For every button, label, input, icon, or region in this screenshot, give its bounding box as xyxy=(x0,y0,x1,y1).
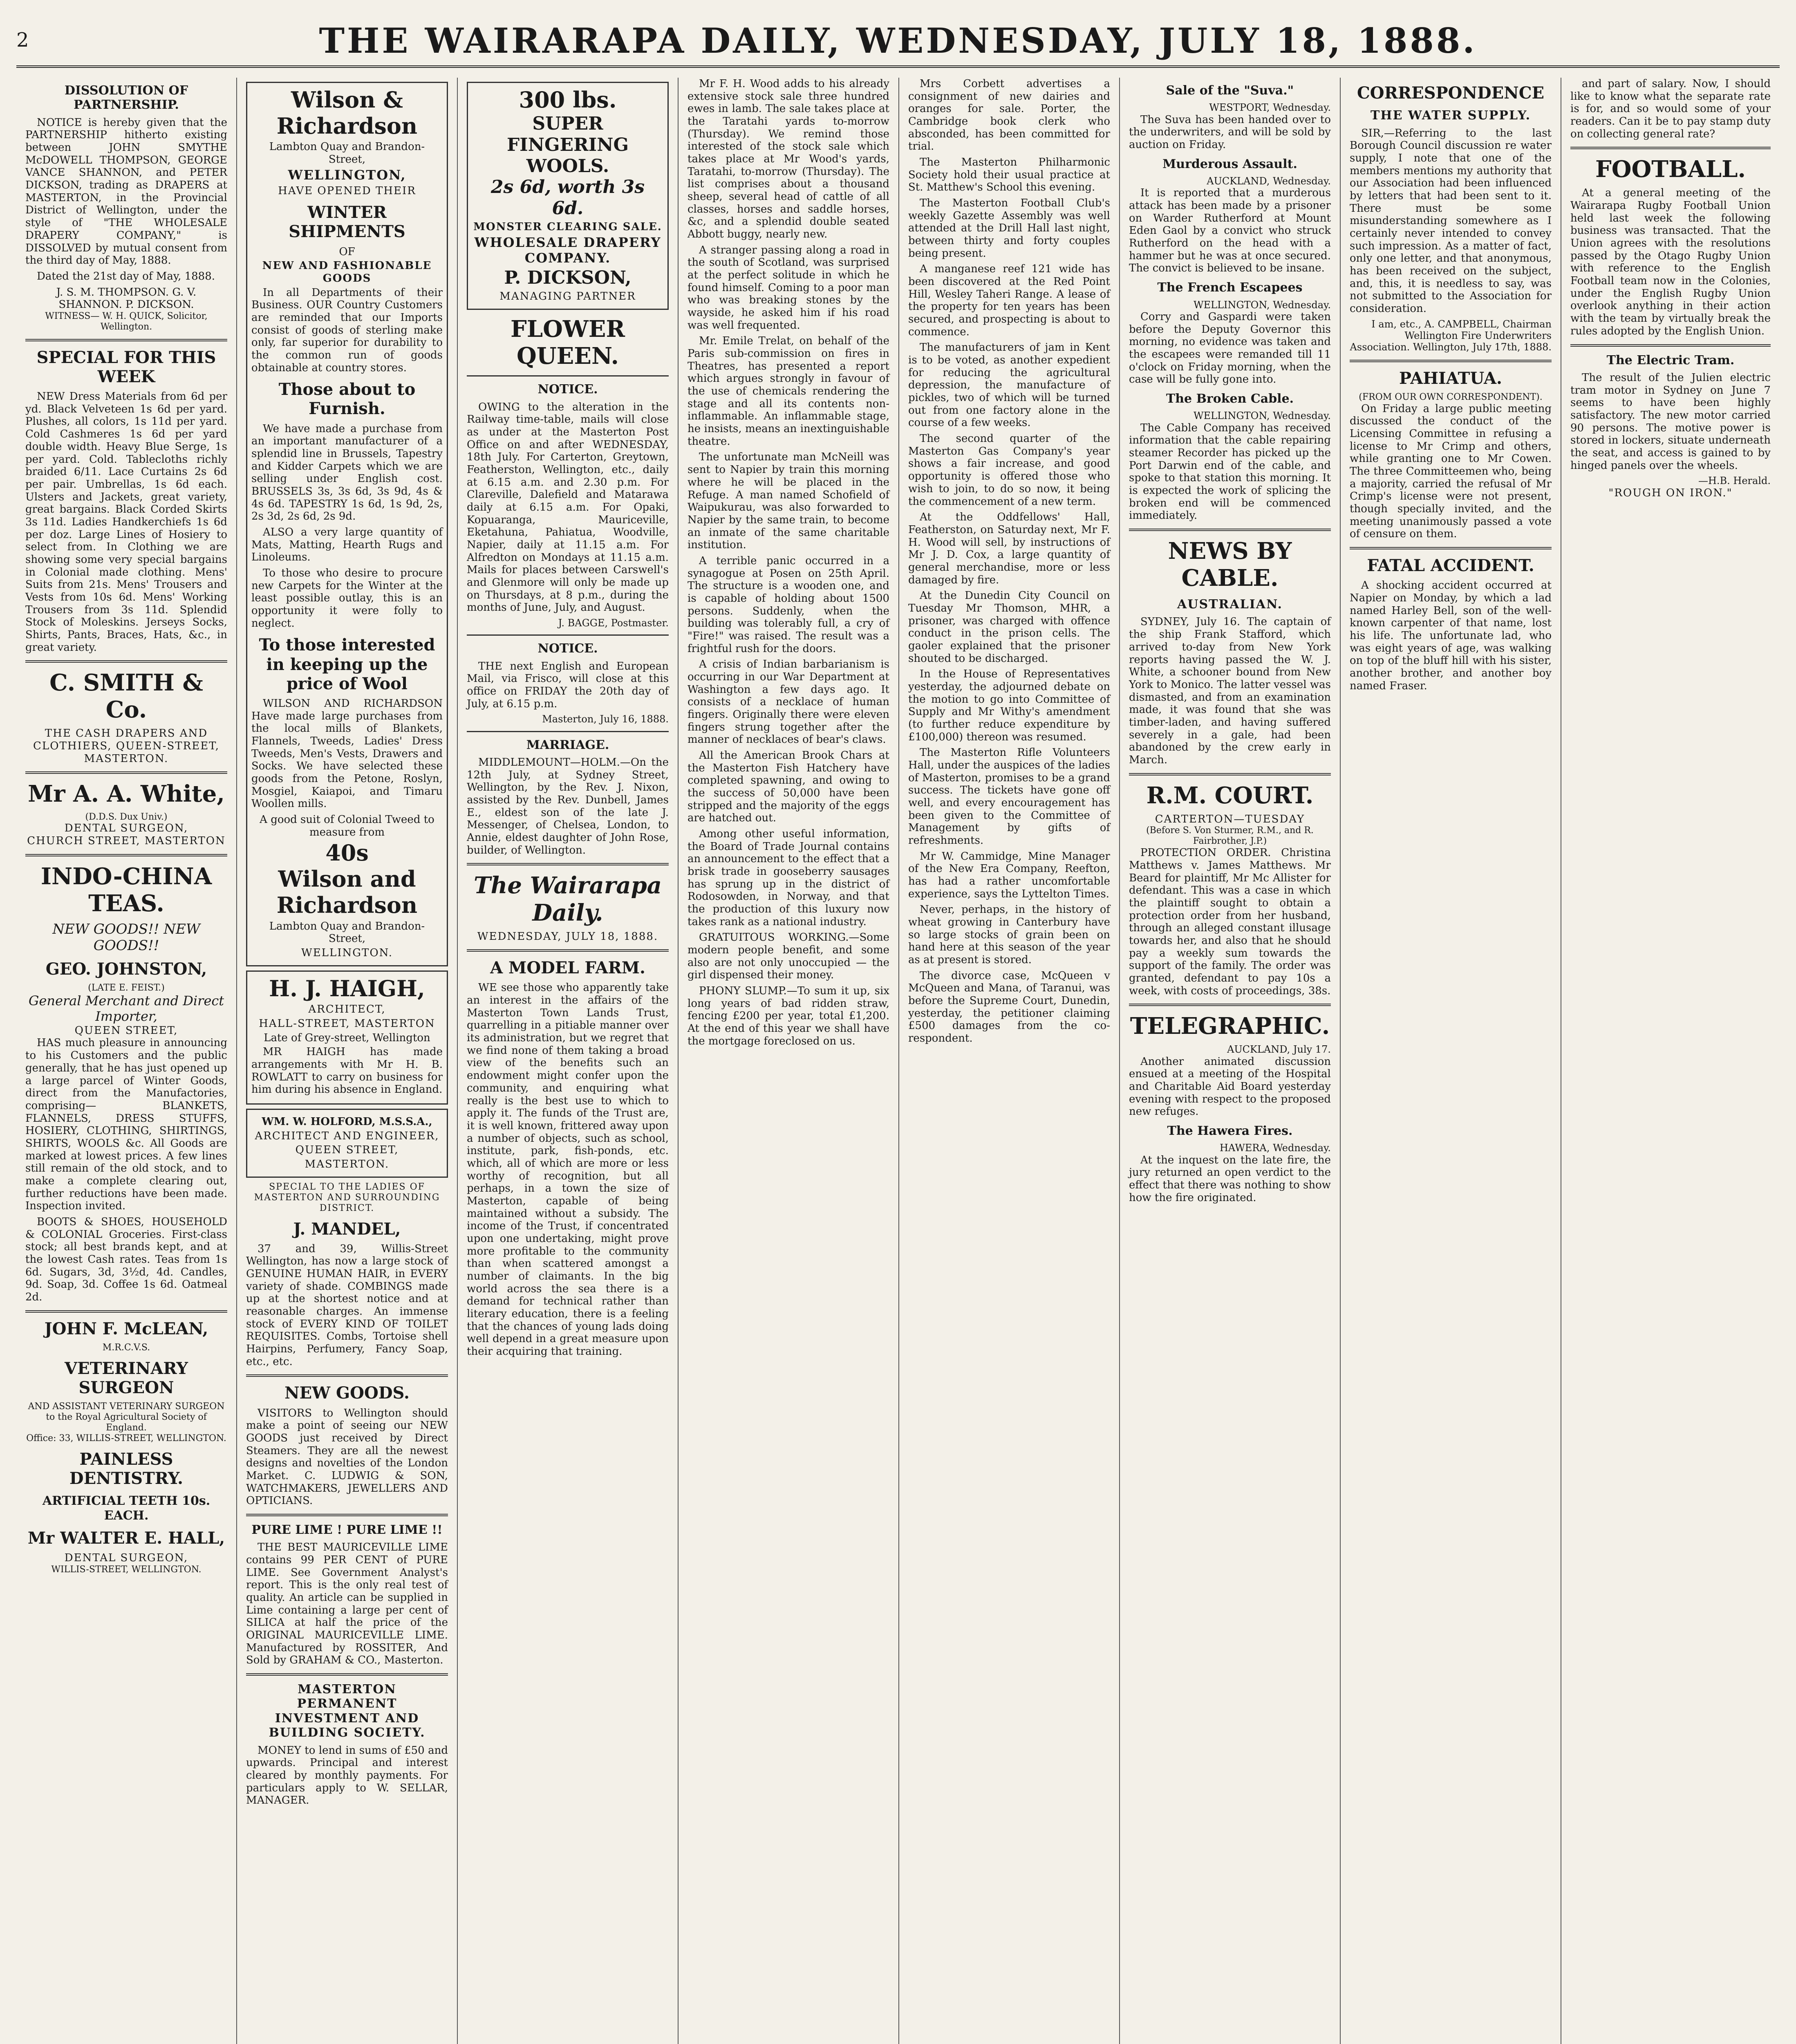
divider xyxy=(1570,344,1771,347)
divider xyxy=(467,375,669,377)
news-body-11: Mr W. Cammidge, Mine Manager of the New Era Company, Reefton, has had a rather uncomfortable experience, says the Lyttelton Times. xyxy=(908,850,1110,900)
article-body-2: A stranger passing along a road in the south of Scotland, was surprised at the perfect solitude in which he found himself. Coming to a poor man who was breaking stones by the wayside, he asked him if his road was well frequented. xyxy=(687,244,889,332)
dissolution-body: NOTICE is hereby given that the PARTNERSHIP hitherto existing between JOHN SMYTHE McDOWELL THOMPSON, GEORGE VANCE SHANNON, and PETER DICKSON, trading as DRAPERS at MASTERTON, in the Provincial District of Wellington, under the style of "THE WHOLESALE DRAPERY COMPANY," is DISSOLVED by mutual consent from the third day of May, 1888. xyxy=(25,116,227,267)
wool-heading: To those interested in keeping up the price of Wool xyxy=(259,635,435,693)
white-line-1: DENTAL SURGEON, xyxy=(64,822,188,835)
haigh-name: H. J. HAIGH, xyxy=(269,975,425,1002)
johnston-line-1: General Merchant and Direct Importer, xyxy=(28,993,224,1024)
divider xyxy=(25,1310,227,1313)
divider xyxy=(1129,1004,1331,1006)
divider xyxy=(25,854,227,856)
johnston-sub: (LATE E. FEIST.) xyxy=(88,983,165,993)
model-farm-heading: A MODEL FARM. xyxy=(490,958,645,978)
haigh-ad xyxy=(246,970,448,1105)
divider xyxy=(467,949,669,952)
mclean-name: JOHN F. McLEAN, xyxy=(44,1319,208,1338)
model-farm-body: WE see those who apparently take an interest in the affairs of the Masterton Town Lands Trust, quarrelling in a pitiable manner over its administration, but we regret that we find none of them taking a broad view of the benefits such an endowment might confer upon the community, and enquiring what really is the best use to which to apply it. The funds of the Trust are, it is well known, frittered away upon a number of objects, such as school, institute, park, fish-ponds, etc. which, all of which are more or less worthy of recognition, but all perhaps, in a town the size of Masterton, capable of being maintained without a subsidy. The income of the Trust, if concentrated upon one undertaking, might prove more profitable to the community than when scattered amongst a number of claimants. In the big world across the sea there is a demand for technical rather than literary education, there is a feeling that the chances of young lads doing well depend in a great measure upon their acquiring that training. xyxy=(467,982,669,1358)
article-body-9: GRATUITOUS WORKING.—Some modern people benefit, and some also are not only unoccupied — the girl dispensed their money. xyxy=(687,931,889,982)
matting-body: ALSO a very large quantity of Mats, Matting, Hearth Rugs and Linoleums. xyxy=(251,526,443,564)
column-5 xyxy=(899,78,1120,2044)
divider xyxy=(467,731,669,732)
news-by-cable-heading: NEWS BY CABLE. xyxy=(1168,537,1292,592)
water-signature: I am, etc., A. CAMPBELL, Chairman Wellington Fire Underwriters Association. Wellington, July 17th, 1888. xyxy=(1350,318,1552,353)
news-body-9: In the House of Representatives yesterday, the adjourned debate on the motion to go into Committee of Supply and Mr Withy's amendment (to further reduce expenditure by £100,000) thereon was resumed. xyxy=(908,668,1110,743)
wr-address-2: Lambton Quay and Brandon-Street, xyxy=(269,920,425,945)
johnston-line-2: QUEEN STREET, xyxy=(74,1024,178,1037)
mclean-sub: M.R.C.V.S. xyxy=(102,1342,150,1353)
cable-body: The Cable Company has received information that the cable repairing steamer Recorder has picked up the Port Darwin end of the cable, and spoke to that station this morning. It is expected the work of splicing the broken end will be commenced immediately. xyxy=(1129,421,1331,522)
notice-heading: NOTICE. xyxy=(537,382,598,397)
flower-queen: FLOWER QUEEN. xyxy=(510,316,625,370)
rm-court-body: PROTECTION ORDER. Christina Matthews v. James Matthews. Mr Beard for plaintiff, Mr Mc Allister for defendant. This was a case in which the plaintiff sought to obtain a protection order from her husband, through an alleged constant illusage towards her, and also that he should pay a weekly sum towards the support of the family. The order was granted, defendant to pay 10s a week, with costs of proceedings, 38s. xyxy=(1129,847,1331,997)
winter-goods: NEW AND FASHIONABLE GOODS xyxy=(262,260,432,285)
winter-heading: WINTER SHIPMENTS xyxy=(289,203,405,242)
sale-location: WESTPORT, Wednesday. xyxy=(1209,102,1331,114)
rm-court-heading: R.M. COURT. xyxy=(1146,782,1314,809)
notice-2-signature: Masterton, July 16, 1888. xyxy=(542,713,669,725)
notice-signature: J. BAGGE, Postmaster. xyxy=(558,617,669,629)
wilson-richardson-ad xyxy=(246,82,448,966)
marriage-heading: MARRIAGE. xyxy=(526,737,609,752)
lime-body: THE BEST MAURICEVILLE LIME contains 99 PER CENT of PURE LIME. See Government Analyst's report. This is the only real test of quality. An article can be supplied in Lime containing a large per cent of SILICA at half the price of the ORIGINAL MAURICEVILLE LIME. Manufactured by ROSSITER, And Sold by GRAHAM & CO., Masterton. xyxy=(246,1541,448,1667)
football-heading: FOOTBALL. xyxy=(1595,156,1746,183)
clearing: MONSTER CLEARING SALE. xyxy=(473,221,662,233)
telegraphic-heading: TELEGRAPHIC. xyxy=(1130,1013,1330,1040)
haigh-line-1: ARCHITECT, xyxy=(308,1003,386,1016)
winter-sub: OF xyxy=(339,245,355,258)
mandel-name: J. MANDEL, xyxy=(293,1219,401,1239)
news-body-4: A manganese reef 121 wide has been discovered at the Red Point Hill, Wesley Taheri Range. A lease of the property for ten years has been secured, and prospecting is about to commence. xyxy=(908,263,1110,338)
hall-name: Mr WALTER E. HALL, xyxy=(27,1529,225,1548)
dickson: P. DICKSON, xyxy=(504,267,632,289)
page-number: 2 xyxy=(16,29,29,52)
column-8 xyxy=(1561,78,1780,2044)
dissolution-dated: Dated the 21st day of May, 1888. xyxy=(37,270,215,282)
tea-goods: NEW GOODS!! NEW GOODS!! xyxy=(52,921,200,954)
divider xyxy=(1350,547,1552,549)
water-heading: THE WATER SUPPLY. xyxy=(1370,108,1531,123)
column-7 xyxy=(1341,78,1561,2044)
divider xyxy=(25,660,227,663)
fatal-body: A shocking accident occurred at Napier on Monday, by which a lad named Harley Bell, son of the well-known carpenter of that name, lost his life. The unfortunate lad, who was eight years of age, was walking on top of the bluff hill with his sister, another brother, and another boy named Fraser. xyxy=(1350,579,1552,692)
pahiatua-body: On Friday a large public meeting discussed the conduct of the Licensing Committee in refusing a license to Mr Crimp and others, while granting one to Mr Cowen. The three Committeemen who, being a majority, carried the refusal of Mr Crimp's license were not present, though specially invited, and the meeting unanimously passed a vote of censure on them. xyxy=(1350,402,1552,540)
fingering: SUPER FINGERING WOOLS. xyxy=(506,113,629,177)
water-body: SIR,—Referring to the last Borough Council discussion re water supply, I note that one of the members mentions my authority that our Association had been influenced by letters that had been sent to it. There must be some misunderstanding somewhere as I certainly never intended to convey such impression. As a matter of fact, only one letter, and that anonymous, has been received on the subject, and, this, it is needless to say, was not submitted to the Association for consideration. xyxy=(1350,127,1552,315)
dissolution-heading: DISSOLUTION OF PARTNERSHIP. xyxy=(64,83,188,112)
smith-line-2: CLOTHIERS, QUEEN-STREET, xyxy=(33,740,219,753)
article-body-3: Mr. Emile Trelat, on behalf of the Paris sub-commission on fires in Theatres, has presented a report which argues strongly in favour of the use of chemicals rendering the stage and all its contents non-inflammable. An inflammable stage, he insists, means an inextinguishable theatre. xyxy=(687,335,889,448)
divider xyxy=(467,863,669,865)
article-body-5: A terrible panic occurred in a synagogue at Posen on 25th April. The structure is a wooden one, and is capable of holding about 1500 persons. Suddenly, when the building was tolerably full, a cry of "Fire!" was raised. The result was a frightful rush for the doors. xyxy=(687,554,889,655)
news-body-13: The divorce case, McQueen v McQueen and Mana, of Taranui, was before the Supreme Court, Dunedin, yesterday, the petitioner claiming £500 damages from the co-respondent. xyxy=(908,969,1110,1045)
news-body-12: Never, perhaps, in the history of wheat growing in Canterbury have so large stocks of grain been on hand here at this season of the year as at present is stored. xyxy=(908,903,1110,966)
wool-body: WILSON AND RICHARDSON Have made large purchases from the local mills of Blankets, Flannels, Tweeds, Ladies' Dress Tweeds, Men's Vests, Drawers and Socks. We have selected these goods from the Petone, Roslyn, Mosgiel, Kaiapoi, and Timaru Woollen mills. xyxy=(251,697,443,810)
article-body-7: All the American Brook Chars at the Masterton Fish Hatchery have completed spawning, and owing to the success of 50,000 have been stripped and the majority of the eggs are hatched out. xyxy=(687,749,889,825)
telegraphic-location: AUCKLAND, July 17. xyxy=(1227,1044,1331,1056)
special-body: NEW Dress Materials from 6d per yd. Black Velveteen 1s 6d per yard. Plushes, all colors, 1s 11d per yard. Cold Cashmeres 1s 6d per yard double width. Heavy Blue Serge, 1s per yard. Cold. Tablecloths richly braided 6/11. Lace Curtains 2s 6d per pair. Umbrellas, 1s 6d each. Ulsters and Jackets, great variety, great bargains. Black Corded Skirts 3s 11d. Ladies Handkerchiefs 1s 6d per doz. Large Lines of Hosiery to select from. In Clothing we are showing some very special bargains in Colonial made clothing. Mens' Suits from 21s. Mens' Trousers and Vests from 10s 6d. Mens' Working Trousers from 3s 11d. Splendid Stock of Moleskins. Jerseys Socks, Shirts, Pants, Braces, Hats, &c., in great variety. xyxy=(25,390,227,654)
news-body-3: The Masterton Football Club's weekly Gazette Assembly was well attended at the Drill Hall last night, between thirty and forty couples being present. xyxy=(908,197,1110,260)
fires-location: HAWERA, Wednesday. xyxy=(1219,1142,1331,1154)
column-2 xyxy=(237,78,458,2044)
mclean-line-2: AND ASSISTANT VETERINARY SURGEON to the Royal Agricultural Society of England. xyxy=(28,1401,225,1433)
columns xyxy=(16,78,1780,2044)
signatories: J. S. M. THOMPSON. G. V. SHANNON. P. DICKSON. xyxy=(56,286,197,311)
wr-address: Lambton Quay and Brandon-Street, xyxy=(269,141,425,166)
haigh-line-2: HALL-STREET, MASTERTON xyxy=(259,1017,435,1030)
holford-line-2: QUEEN STREET, xyxy=(295,1144,399,1156)
football-body: At a general meeting of the Wairarapa Rugby Football Union held last week the following business was transacted. That the Union agrees with the resolutions passed by the Otago Rugby Union with reference to the English Football team now in the Colonies, under the English Rugby Union overlook anything in their action with the team by virtually break the rules adopted by the English Union. xyxy=(1570,187,1771,337)
tea-heading: INDO-CHINA TEAS. xyxy=(40,863,212,917)
rm-court-before: (Before S. Von Sturmer, R.M., and R. Fairbrother, J.P.) xyxy=(1146,825,1314,847)
mandel-body: 37 and 39, Willis-Street Wellington, has now a large stock of GENUINE HUMAN HAIR, in EVERY variety of shade. COMBINGS made up at the shortest notice and at reasonable charges. An immense stock of EVERY KIND OF TOILET REQUISITES. Combs, Tortoise shell Hairpins, Perfumery, Fancy Soap, etc., etc. xyxy=(246,1242,448,1368)
cable-location: WELLINGTON, Wednesday. xyxy=(1193,410,1331,422)
goods-body: VISITORS to Wellington should make a point of seeing our NEW GOODS just received by Direct Steamers. They are all the newest designs and novelties of the London Market. C. LUDWIG & SON, WATCHMAKERS, JEWELLERS AND OPTICIANS. xyxy=(246,1407,448,1507)
french-body: Corry and Gaspardi were taken before the Deputy Governor this morning, no evidence was taken and the escapees were remanded till 11 o'clock on Friday morning, when the case will be fully gone into. xyxy=(1129,310,1331,386)
special-heading: SPECIAL FOR THIS WEEK xyxy=(36,347,216,386)
article-body-10: PHONY SLUMP.—To sum it up, six long years of bad ridden straw, fencing £200 per year, total £1,200. At the end of this year we shall have the mortgage foreclosed on us. xyxy=(687,985,889,1047)
carpets-body: To those who desire to procure new Carpets for the Winter at the least possible outlay, this is an opportunity it were folly to neglect. xyxy=(251,567,443,630)
newspaper-title: THE WAIRARAPA DAILY, WEDNESDAY, JULY 18, 1888. xyxy=(319,20,1477,61)
haigh-body: MR HAIGH has made arrangements with Mr H. B. ROWLATT to carry on business for him during his absence in England. xyxy=(251,1046,443,1096)
hall-address: WILLIS-STREET, WELLINGTON. xyxy=(51,1564,202,1575)
article-body-8: Among other useful information, the Board of Trade Journal contains an announcement to the effect that a brisk trade in gooseberry sausages has sprung up in the district of Rodosowden, in Norway, and that the production of this luxury now takes rank as a national industry. xyxy=(687,827,889,928)
divider xyxy=(246,1673,448,1676)
special-ladies: SPECIAL TO THE LADIES OF MASTERTON AND SURROUNDING DISTRICT. xyxy=(254,1181,440,1213)
news-body-5: The manufacturers of jam in Kent is to be voted, as another expedient for reducing the agricultural depression, the manufacture of pickles, two of which will be turned out from one factory alone in the course of a few weeks. xyxy=(908,341,1110,429)
paper-date: WEDNESDAY, JULY 18, 1888. xyxy=(477,930,658,943)
witness: WITNESS— W. H. QUICK, Solicitor, Wellington. xyxy=(45,311,208,332)
column-4 xyxy=(679,78,899,2044)
divider xyxy=(246,1514,448,1516)
french-location: WELLINGTON, Wednesday. xyxy=(1193,299,1331,311)
french-heading: The French Escapees xyxy=(1157,280,1303,295)
divider xyxy=(25,771,227,774)
fingering-ad xyxy=(467,82,669,310)
wr-city-2: WELLINGTON. xyxy=(301,946,393,959)
price: 2s 6d, worth 3s 6d. xyxy=(490,177,645,219)
article-body-4: The unfortunate man McNeill was sent to Napier by train this morning where he will be placed in the Refuge. A man named Schofield of Waipukurau, was also forwarded to Napier by the same train, to become an inmate of the same charitable institution. xyxy=(687,451,889,551)
painless-heading: PAINLESS DENTISTRY. xyxy=(69,1449,184,1488)
winter-body: In all Departments of their Business. OUR Country Customers are reminded that our Imports consist of goods of sterling make only, far superior for durability to the common run of goods obtainable at country stores. xyxy=(251,286,443,374)
rough-on-iron: "ROUGH ON IRON." xyxy=(1608,486,1733,499)
sale-body: The Suva has been handed over to the underwriters, and will be sold by auction on Friday. xyxy=(1129,113,1331,151)
correspondence-heading: CORRESPONDENCE xyxy=(1357,83,1545,103)
smith-line-3: MASTERTON. xyxy=(84,752,169,765)
wr-name-2: Wilson and Richardson xyxy=(276,866,418,918)
fires-body: At the inquest on the late fire, the jury returned an open verdict to the effect that there was nothing to show how the fire originated. xyxy=(1129,1154,1331,1204)
dickson-sub: MANAGING PARTNER xyxy=(499,290,636,303)
smith-line-1: THE CASH DRAPERS AND xyxy=(45,727,208,740)
furnish-body: We have made a purchase from an important manufacturer of a splendid line in Brussels, Tapestry and Kidder Carpets which we are selling under English cost. BRUSSELS 3s, 3s 6d, 3s 9d, 4s & 4s 6d. TAPESTRY 1s 6d, 1s 9d, 2s, 2s 3d, 2s 6d, 2s 9d. xyxy=(251,422,443,523)
grocery-body: BOOTS & SHOES, HOUSEHOLD & COLONIAL Groceries. First-class stock; all best brands kept, and at the lowest Cash rates. Teas from 1s 6d. Sugars, 3d, 3½d, 4d. Candles, 9d. Soap, 3d. Coffee 1s 6d. Oatmeal 2d. xyxy=(25,1215,227,1303)
murder-heading: Murderous Assault. xyxy=(1162,157,1297,171)
mclean-line-1: VETERINARY SURGEON xyxy=(65,1358,188,1397)
wr-opened: HAVE OPENED THEIR xyxy=(278,184,416,197)
divider xyxy=(1129,773,1331,775)
divider xyxy=(246,1374,448,1377)
article-body-6: A crisis of Indian barbarianism is occurring in our War Department at Washington a few days ago. It consists of a necklace of human fingers. Originally there were eleven fingers strung together after the manner of necklaces of bear's claws. xyxy=(687,658,889,746)
holford-ad xyxy=(246,1109,448,1178)
article-body-1: Mr F. H. Wood adds to his already extensive stock sale three hundred ewes in lamb. The sale takes place at the Taratahi yards to-morrow (Thursday). We remind those interested of the stock sale which takes place at Mr Wood's yards, Taratahi, to-morrow (Thursday). The list comprises about a thousand sheep, several head of cattle of all classes, horses and saddle horses, &c, and a splendid double seated Abbott buggy, nearly new. xyxy=(687,78,889,241)
telegraphic-body: Another animated discussion ensued at a meeting of the Hospital and Charitable Aid Board yesterday evening with respect to the proposed new refuges. xyxy=(1129,1055,1331,1118)
column-1 xyxy=(16,78,237,2044)
teeth-price: ARTIFICIAL TEETH 10s. EACH. xyxy=(42,1494,211,1523)
gold-price: 40s xyxy=(325,840,369,866)
pahiatua-sub: (FROM OUR OWN CORRESPONDENT). xyxy=(1359,392,1543,402)
bales: 300 lbs. xyxy=(519,87,617,113)
marriage-body: MIDDLEMOUNT—HOLM.—On the 12th July, at Sydney Street, Wellington, by the Rev. J. Nixon, assisted by the Rev. Dunbell, James E., eldest son of the late J. Messenger, of Chelsea, London, to Annie, eldest daughter of John Rose, builder, of Wellington. xyxy=(467,756,669,856)
holford-line-3: MASTERTON. xyxy=(305,1158,390,1170)
divider xyxy=(467,634,669,636)
divider xyxy=(25,339,227,341)
news-body-2: The Masterton Philharmonic Society hold their usual practice at St. Matthew's School this evening. xyxy=(908,156,1110,194)
pahiatua-heading: PAHIATUA. xyxy=(1399,368,1502,388)
wr-name: Wilson & Richardson xyxy=(276,87,418,139)
news-body-10: The Masterton Rifle Volunteers Hall, under the auspices of the ladies of Masterton, promises to be a grand success. The tickets have gone off well, and every encouragement has been given to the Committee of Management by gifts of refreshments. xyxy=(908,746,1110,847)
johnston-name: GEO. JOHNSTON, xyxy=(45,959,207,979)
wr-city: WELLINGTON, xyxy=(288,167,406,183)
lime-heading: PURE LIME ! PURE LIME !! xyxy=(251,1522,443,1537)
masthead xyxy=(16,16,1780,68)
divider xyxy=(1350,360,1552,362)
column-8-body: and part of salary. Now, I should like to know what the separate rate is for, and so would some of your readers. Can it be to pay stamp duty on collecting general rate? xyxy=(1570,78,1771,140)
mclean-office: Office: 33, WILLIS-STREET, WELLINGTON. xyxy=(26,1433,226,1443)
news-body-7: At the Oddfellows' Hall, Featherston, on Saturday next, Mr F. H. Wood will sell, by instructions of Mr J. D. Cox, a large quantity of general merchandise, more or less damaged by fire. xyxy=(908,511,1110,586)
fatal-heading: FATAL ACCIDENT. xyxy=(1367,556,1534,576)
column-6 xyxy=(1120,78,1341,2044)
building-body: MONEY to lend in sums of £50 and upwards. Principal and interest cleared by monthly payments. For particulars apply to W. SELLAR, MANAGER. xyxy=(246,1744,448,1807)
divider xyxy=(1129,529,1331,531)
news-body-8: At the Dunedin City Council on Tuesday Mr Thomson, MHR, a prisoner, was charged with offence conduct in the prison cells. The gaoler explained that the prisoner shouted to be discharged. xyxy=(908,589,1110,665)
white-name: Mr A. A. White, xyxy=(28,780,225,808)
holford-name: WM. W. HOLFORD, M.S.S.A., xyxy=(262,1115,432,1128)
white-line-2: CHURCH STREET, MASTERTON xyxy=(27,835,226,847)
news-body-6: The second quarter of the Masterton Gas Company's year shows a fair increase, and good opportunity is offered those who wish to join, to do so now, it being the commencement of a new term. xyxy=(908,433,1110,508)
gold-line: A good suit of Colonial Tweed to measure from xyxy=(260,814,434,838)
wholesale: WHOLESALE DRAPERY COMPANY. xyxy=(474,234,661,266)
australian-body: SYDNEY, July 16. The captain of the ship Frank Stafford, which arrived to-day from New York reports having passed the W. J. White, a schooner bound from New York to Monico. The latter vessel was dismasted, and from an examination made, it was found that she was timber-laden, and having suffered severely in a gale, had been abandoned by the crew early in March. xyxy=(1129,616,1331,766)
electric-tram-heading: The Electric Tram. xyxy=(1606,353,1735,368)
notice-2-heading: NOTICE. xyxy=(537,641,598,656)
white-sub: (D.D.S. Dux Univ.) xyxy=(85,811,168,822)
sale-heading: Sale of the "Suva." xyxy=(1166,83,1294,98)
hall-line: DENTAL SURGEON, xyxy=(64,1552,188,1564)
fires-heading: The Hawera Fires. xyxy=(1167,1124,1293,1139)
electric-tram-body: The result of the Julien electric tram motor in Sydney on June 7 seems to have been highly satisfactory. The new motor carried 90 persons. The motive power is stored in lockers, situate underneath the seat, and access is gained to by hinged panels over the wheels. xyxy=(1570,371,1771,472)
notice-body: OWING to the alteration in the Railway time-table, mails will close as under at the Masterton Post Office on and after WEDNESDAY, 18th July. For Carterton, Greytown, Featherston, Wellington, etc., daily at 6.15 a.m. and 2.30 p.m. For Clareville, Dalefield and Matarawa daily at 6.15 a.m. For Opaki, Kopuaranga, Mauriceville, Eketahuna, Pahiatua, Woodville, Napier, daily at 11.15 a.m. For Alfredton on Mondays at 11.15 a.m. Mails for places between Carswell's and Glenmore will only be made up on Thursdays, at 8 p.m., during the months of June, July, and August. xyxy=(467,401,669,614)
cable-heading: The Broken Cable. xyxy=(1166,391,1294,406)
divider xyxy=(1570,147,1771,149)
rm-court-sub: CARTERTON—TUESDAY xyxy=(1155,813,1305,825)
new-goods-heading: NEW GOODS. xyxy=(284,1383,410,1403)
smith-name: C. SMITH & Co. xyxy=(49,669,203,724)
murder-body: It is reported that a murderous attack has been made by a prisoner on Warder Rutherford at Mount Eden Gaol by a convict who struck Rutherford on the head with a hammer but he was at once secured. The convict is believed to be insane. xyxy=(1129,187,1331,275)
murder-location: AUCKLAND, Wednesday. xyxy=(1207,175,1331,187)
furnish-heading: Those about to Furnish. xyxy=(278,380,416,419)
holford-line-1: ARCHITECT AND ENGINEER, xyxy=(255,1130,439,1142)
herald-signature: —H.B. Herald. xyxy=(1698,475,1771,487)
australian-heading: AUSTRALIAN. xyxy=(1177,597,1283,612)
column-3 xyxy=(458,78,679,2044)
haigh-line-3: Late of Grey-street, Wellington xyxy=(264,1031,430,1044)
notice-2-body: THE next English and European Mail, via Frisco, will close at this office on FRIDAY the 20th day of July, at 6.15 p.m. xyxy=(467,660,669,710)
building-heading: MASTERTON PERMANENT INVESTMENT AND BUILDING SOCIETY. xyxy=(269,1682,425,1740)
news-body-1: Mrs Corbett advertises a consignment of new dairies and oranges for sale. Porter, the Cambridge book clerk who absconded, has been committed for trial. xyxy=(908,78,1110,153)
paper-title: The Wairarapa Daily. xyxy=(473,872,662,926)
johnston-body: HAS much pleasure in announcing to his Customers and the public generally, that he has just opened up a large parcel of Winter Goods, direct from the Manufactories, comprising— BLANKETS, FLANNELS, DRESS STUFFS, HOSIERY, CLOTHING, SHIRTINGS, SHIRTS, WOOLS &c. All Goods are marked at lowest prices. A few lines still remain of the old stock, and to make a complete clearing out, further reductions have been made. Inspection invited. xyxy=(25,1037,227,1213)
